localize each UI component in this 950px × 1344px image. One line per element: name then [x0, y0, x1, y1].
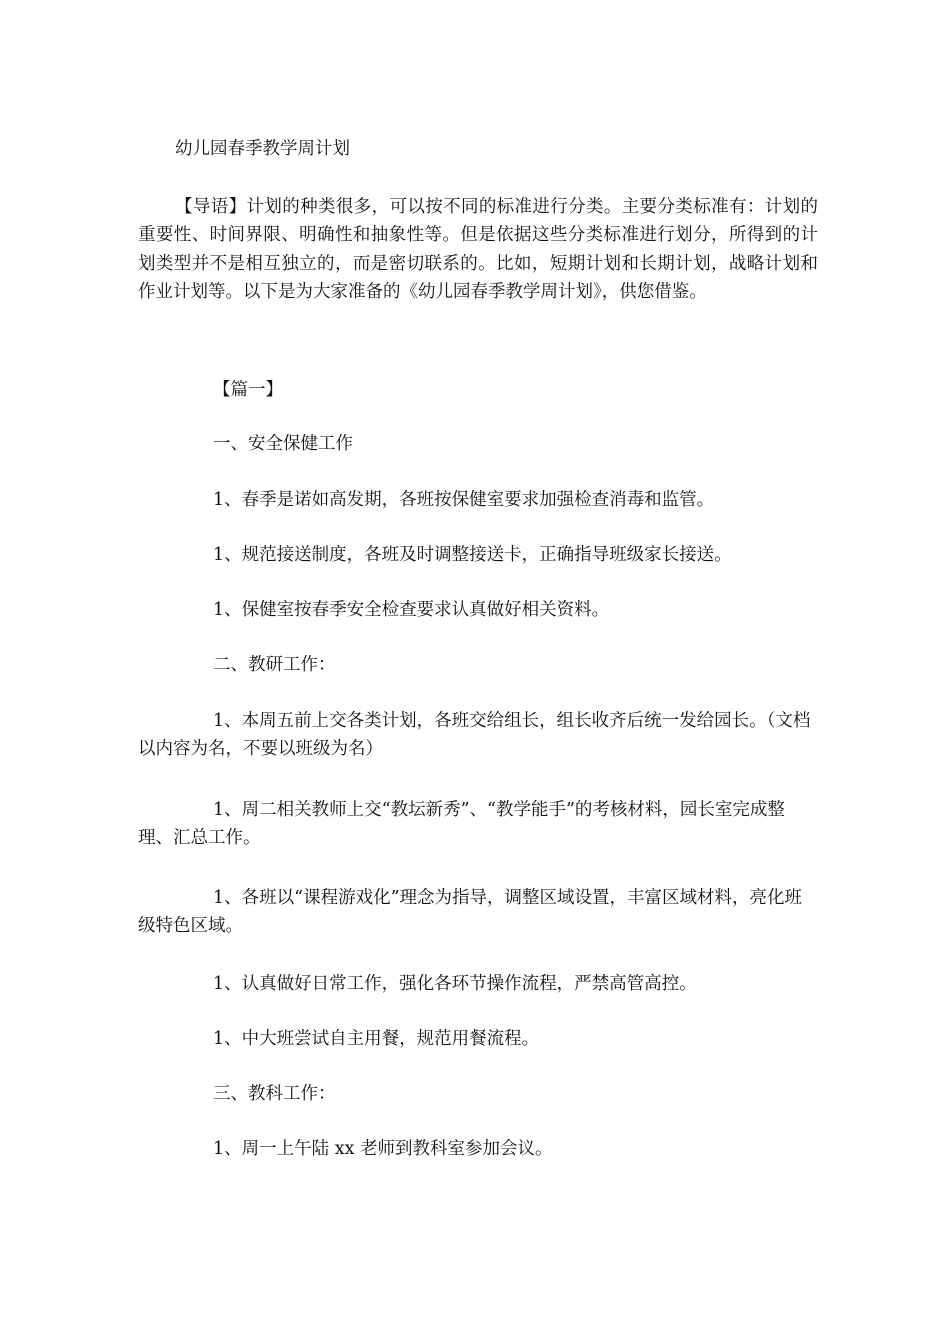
- list-item: 1、规范接送制度，各班及时调整接送卡，正确指导班级家长接送。: [213, 545, 732, 565]
- section-heading-safety: 一、安全保健工作: [213, 434, 353, 454]
- list-item: 1、周二相关教师上交“教坛新秀”、“教学能手”的考核材料，园长室完成整理、汇总工作。: [138, 800, 785, 849]
- section-heading-science: 三、教科工作：: [213, 1084, 336, 1104]
- document-title: 幼儿园春季教学周计划: [175, 139, 350, 159]
- list-item: 1、保健室按春季安全检查要求认真做好相关资料。: [213, 600, 610, 620]
- section-heading-research: 二、教研工作：: [213, 655, 336, 675]
- list-item: 1、周一上午陆 xx 老师到教科室参加会议。: [213, 1139, 553, 1159]
- list-item: 1、春季是诺如高发期，各班按保健室要求加强检查消毒和监管。: [213, 490, 715, 510]
- list-item: 1、中大班尝试自主用餐，规范用餐流程。: [213, 1029, 540, 1049]
- part-heading: 【篇一】: [213, 380, 283, 400]
- list-item: 1、认真做好日常工作，强化各环节操作流程，严禁高管高控。: [213, 974, 697, 994]
- list-item: 1、本周五前上交各类计划，各班交给组长，组长收齐后统一发给园长。（文档以内容为名，不要以班级为名）: [138, 711, 811, 760]
- intro-paragraph: 【导语】计划的种类很多，可以按不同的标准进行分类。主要分类标准有：计划的重要性、时间界限、明确性和抽象性等。但是依据这些分类标准进行划分，所得到的计划类型并不是相互独立的，而是密切联系的。比如，短期计划和长期计划，战略计划和作业计划等。以下是为大家准备的《幼儿园春季教学周计划》，供您借鉴。: [138, 197, 818, 303]
- list-item: 1、各班以“课程游戏化”理念为指导，调整区域设置，丰富区域材料，亮化班级特色区域。: [138, 888, 803, 937]
